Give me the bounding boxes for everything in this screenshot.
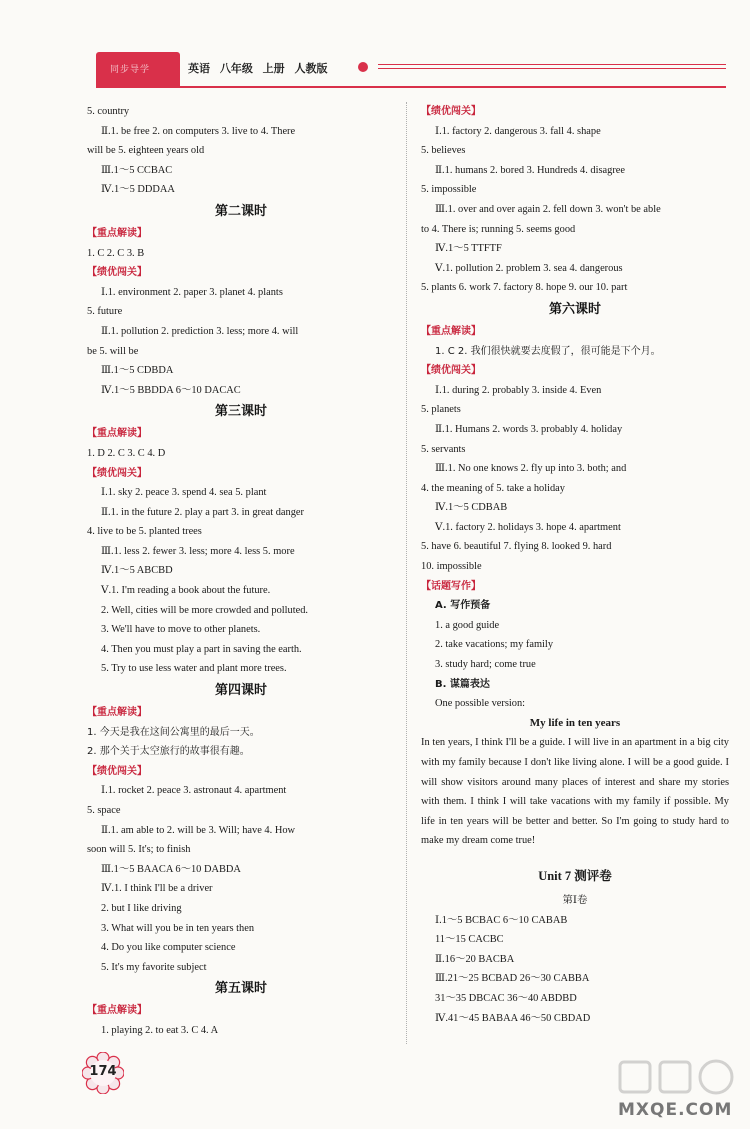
answer-line: to 4. There is; running 5. seems good bbox=[421, 223, 576, 235]
column-divider bbox=[406, 102, 408, 1044]
answer-line: 1. C 2. C 3. B bbox=[87, 247, 145, 259]
section-tag: 【绩优闯关】 bbox=[421, 365, 481, 377]
page-number: 174 bbox=[89, 1064, 117, 1079]
answer-line: 1. 今天是我在这间公寓里的最后一天。 bbox=[87, 726, 260, 738]
section-tag: 【话题写作】 bbox=[421, 580, 481, 592]
answer-line: Ⅴ.1. factory 2. holidays 3. hope 4. apartment bbox=[435, 521, 621, 533]
answer-line: Ⅰ.1. factory 2. dangerous 3. fall 4. shape bbox=[435, 125, 601, 137]
header-dot bbox=[358, 62, 368, 72]
answer-line: Ⅲ.1～5 CCBAC bbox=[101, 164, 173, 176]
answer-line: 4. Do you like computer science bbox=[101, 942, 236, 954]
answer-line: Ⅲ.1. less 2. fewer 3. less; more 4. less 5. more bbox=[101, 545, 295, 557]
answer-line: Ⅲ.1. No one knows 2. fly up into 3. both; and bbox=[435, 463, 627, 475]
answer-line: be 5. will be bbox=[87, 345, 139, 357]
sub-heading: A. 写作预备 bbox=[435, 600, 491, 612]
answer-line: Ⅳ.1～5 CDBAB bbox=[435, 502, 508, 514]
lesson-heading: 第五课时 bbox=[214, 981, 267, 997]
answer-line: 4. live to be 5. planted trees bbox=[87, 526, 202, 538]
answer-line: Ⅳ.1～5 ABCBD bbox=[101, 565, 173, 577]
section-tag: 【绩优闯关】 bbox=[421, 106, 481, 117]
essay-title: My life in ten years bbox=[529, 716, 621, 729]
answer-line: 2. Well, cities will be more crowded and polluted. bbox=[101, 604, 309, 616]
page-header bbox=[0, 0, 750, 95]
answer-line: Ⅰ.1. rocket 2. peace 3. astronaut 4. apartment bbox=[101, 785, 287, 797]
answer-line: 5. planets bbox=[421, 404, 461, 416]
essay-paragraph: In ten years, I think I'll be a guide. I will live in an apartment in a big city with my family because I don't like living alone. I will be a good guide. I will show visitors around many places of interest and share my stories with them. I think I will take vacations with my family if possible. My life in ten years will be better and better. So I'm going to study hard to make my dream come true! bbox=[421, 737, 729, 847]
answer-line: 5. servants bbox=[421, 443, 466, 455]
answer-line: 11～15 CACBC bbox=[435, 934, 504, 946]
answer-line: 5. believes bbox=[421, 145, 466, 157]
sub-heading: B. 谋篇表达 bbox=[435, 678, 490, 690]
section-tag: 【重点解读】 bbox=[421, 325, 481, 337]
watermark-text: MXQE.COM bbox=[618, 1100, 733, 1120]
answer-line: 2. but I like driving bbox=[101, 902, 182, 914]
answer-line: 5. have 6. beautiful 7. flying 8. looked 9. hard bbox=[421, 541, 612, 553]
answer-line: Ⅳ.1～5 DDDAA bbox=[101, 184, 175, 196]
answer-line: 2. 那个关于太空旅行的故事很有趣。 bbox=[87, 746, 250, 758]
answer-line: 1. C 2. 我们很快就要去度假了，很可能是下个月。 bbox=[435, 345, 661, 357]
answer-line: 10. impossible bbox=[421, 561, 482, 573]
answer-line: 4. Then you must play a part in saving the earth. bbox=[101, 643, 302, 655]
answer-line: Ⅰ.1. during 2. probably 3. inside 4. Even bbox=[435, 384, 602, 396]
answer-line: 3. What will you be in ten years then bbox=[101, 922, 255, 934]
answer-line: 1. D 2. C 3. C 4. D bbox=[87, 447, 166, 459]
answer-line: Ⅱ.1. am able to 2. will be 3. Will; have 4. How bbox=[101, 824, 296, 836]
lesson-heading: 第六课时 bbox=[548, 301, 601, 317]
header-rule bbox=[378, 64, 726, 65]
answer-line: 31～35 DBCAC 36～40 ABDBD bbox=[435, 992, 577, 1004]
answer-line: Ⅱ.1. pollution 2. prediction 3. less; more 4. will bbox=[101, 325, 299, 337]
answer-line: Ⅴ.1. pollution 2. problem 3. sea 4. dangerous bbox=[435, 262, 623, 274]
answer-line: 2. take vacations; my family bbox=[435, 639, 554, 651]
lesson-heading: 第二课时 bbox=[214, 203, 267, 219]
answer-line: 1. playing 2. to eat 3. C 4. A bbox=[101, 1024, 219, 1036]
answer-line: 5. impossible bbox=[421, 184, 477, 196]
answer-line: Ⅲ.1～5 CDBDA bbox=[101, 365, 174, 377]
answer-line: 5. It's my favorite subject bbox=[101, 961, 207, 973]
answer-line: Ⅱ.1. humans 2. bored 3. Hundreds 4. disagree bbox=[435, 164, 626, 176]
header-rule bbox=[378, 68, 726, 69]
answer-line: Ⅳ.1～5 BBDDA 6～10 DACAC bbox=[101, 384, 241, 396]
answer-line: 5. space bbox=[87, 805, 121, 816]
answer-line: Ⅰ.1. environment 2. paper 3. planet 4. plants bbox=[101, 286, 283, 298]
section-tag: 【绩优闯关】 bbox=[87, 467, 147, 479]
answer-line: 5. plants 6. work 7. factory 8. hope 9. our 10. part bbox=[421, 282, 628, 294]
answer-line: Ⅱ.1. be free 2. on computers 3. live to 4. There bbox=[101, 125, 296, 137]
answer-line: 3. study hard; come true bbox=[435, 659, 536, 671]
section-tag: 【重点解读】 bbox=[87, 1005, 147, 1017]
lesson-heading: 第三课时 bbox=[214, 404, 267, 420]
section-tag: 【重点解读】 bbox=[87, 707, 147, 719]
left-column bbox=[87, 102, 395, 1041]
volume-label: 第Ⅰ卷 bbox=[562, 894, 588, 906]
answer-line: 3. We'll have to move to other planets. bbox=[101, 624, 261, 636]
answer-line: 5. Try to use less water and plant more trees. bbox=[101, 663, 287, 675]
answer-line: Ⅰ.1～5 BCBAC 6～10 CABAB bbox=[435, 914, 568, 926]
answer-line: Ⅲ.1～5 BAACA 6～10 DABDA bbox=[101, 863, 241, 875]
header-tab bbox=[96, 52, 180, 86]
header-underline bbox=[96, 86, 726, 88]
answer-line: Ⅲ.1. over and over again 2. fell down 3. won't be able bbox=[435, 203, 661, 215]
section-tag: 【绩优闯关】 bbox=[87, 267, 147, 279]
answer-line: Ⅱ.1. Humans 2. words 3. probably 4. holiday bbox=[435, 423, 623, 435]
answer-line: Ⅱ.16～20 BACBA bbox=[435, 953, 515, 965]
answer-line: soon will 5. It's; to finish bbox=[87, 844, 191, 856]
right-column bbox=[421, 102, 729, 1028]
answer-line: Ⅴ.1. I'm reading a book about the future. bbox=[101, 585, 271, 597]
answer-line: 5. future bbox=[87, 306, 123, 318]
header-tab-label: 同步导学 bbox=[110, 64, 151, 74]
section-tag: 【绩优闯关】 bbox=[87, 765, 147, 777]
answer-line: Ⅳ.1. I think I'll be a driver bbox=[101, 883, 213, 895]
section-tag: 【重点解读】 bbox=[87, 428, 147, 440]
answer-line: Ⅱ.1. in the future 2. play a part 3. in great danger bbox=[101, 506, 304, 518]
answer-line: Ⅳ.1～5 TTFTF bbox=[435, 243, 502, 255]
answer-line: 4. the meaning of 5. take a holiday bbox=[421, 482, 565, 494]
answer-line: Ⅳ.41～45 BABAA 46～50 CBDAD bbox=[435, 1012, 591, 1024]
section-tag: 【重点解读】 bbox=[87, 227, 147, 239]
unit-test-title: Unit 7 测评卷 bbox=[538, 868, 612, 883]
book-title: 英语 八年级 上册 人教版 bbox=[188, 62, 328, 75]
answer-line: 1. a good guide bbox=[435, 619, 500, 631]
answer-line: Ⅲ.21～25 BCBAD 26～30 CABBA bbox=[435, 973, 590, 985]
answer-line: Ⅰ.1. sky 2. peace 3. spend 4. sea 5. plant bbox=[101, 487, 267, 499]
answer-line: 5. country bbox=[87, 106, 130, 117]
answer-line: One possible version: bbox=[435, 698, 526, 710]
lesson-heading: 第四课时 bbox=[214, 683, 267, 699]
answer-line: will be 5. eighteen years old bbox=[87, 145, 205, 157]
